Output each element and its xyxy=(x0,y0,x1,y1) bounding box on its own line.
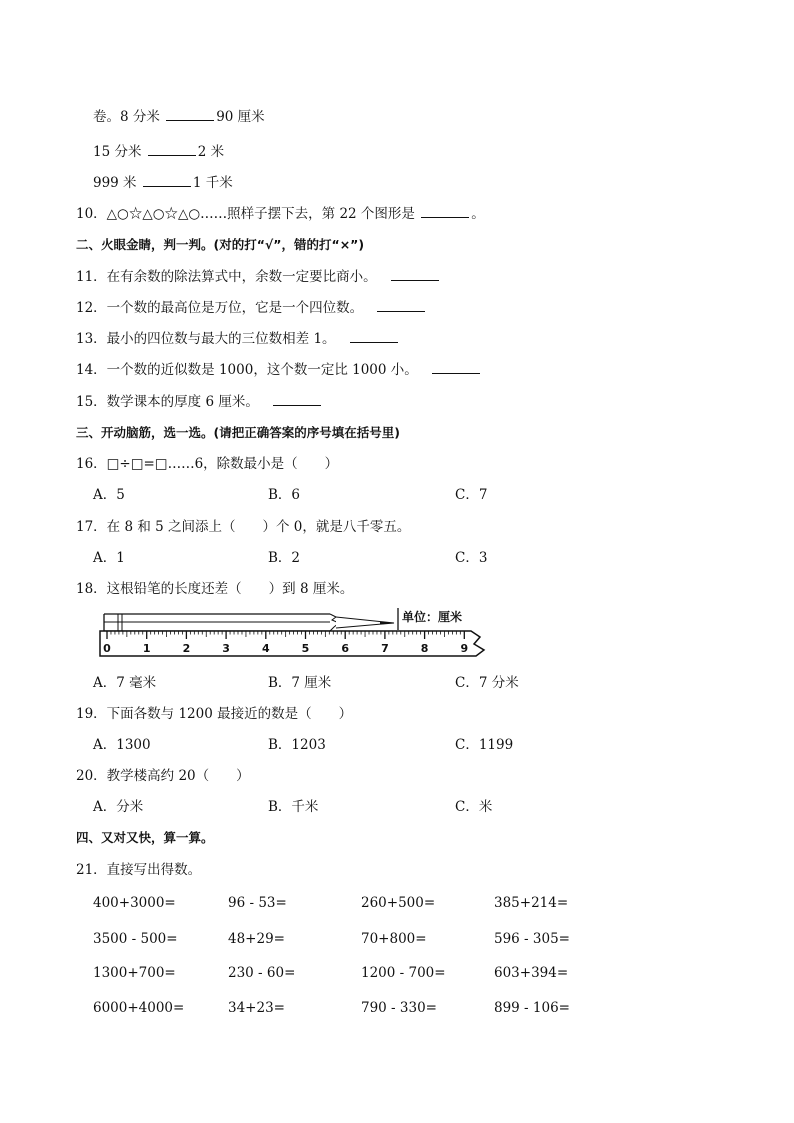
pencil xyxy=(104,614,394,631)
option-c[interactable]: C．7 xyxy=(455,487,488,503)
question-13 xyxy=(76,330,400,348)
q9-line-2 xyxy=(93,143,224,161)
answer-blank[interactable] xyxy=(166,108,214,121)
ruler-tick-label: 9 xyxy=(460,642,469,655)
answer-blank[interactable] xyxy=(273,393,321,406)
option-a[interactable]: A．1300 xyxy=(93,737,151,753)
ruler-tick-label: 6 xyxy=(341,642,350,655)
q9-line3-suffix: 1 千米 xyxy=(192,175,233,191)
option-c[interactable]: C．3 xyxy=(455,550,488,566)
option-a[interactable]: A．分米 xyxy=(93,799,144,815)
question-14 xyxy=(76,361,482,379)
question-10 xyxy=(76,205,485,223)
q9-line2-prefix: 15 分米 xyxy=(93,144,142,160)
q9-line-1 xyxy=(93,108,265,126)
q9-line1-suffix: 90 厘米 xyxy=(216,109,265,125)
calc-item: 70+800= xyxy=(361,931,427,947)
question-text: 12．一个数的最高位是万位，它是一个四位数。 xyxy=(76,300,364,316)
calc-item: 230 - 60= xyxy=(228,965,296,981)
q9-line1-prefix: 卷。8 分米 xyxy=(93,109,160,125)
answer-blank[interactable] xyxy=(143,174,191,187)
calc-item: 899 - 106= xyxy=(494,1000,570,1016)
answer-blank[interactable] xyxy=(350,330,398,343)
ruler-unit-label: 单位：厘米 xyxy=(402,610,463,624)
ruler-pencil-figure xyxy=(96,604,496,664)
calc-item: 400+3000= xyxy=(93,895,176,911)
ruler-tick-label: 1 xyxy=(142,642,151,655)
question-20: 20．教学楼高约 20（ ） xyxy=(76,768,250,784)
q9-line2-suffix: 2 米 xyxy=(197,144,225,160)
calc-item: 603+394= xyxy=(494,965,569,981)
question-16: 16．□÷□=□……6，除数最小是（ ） xyxy=(76,456,339,472)
ruler-tick-label: 2 xyxy=(182,642,191,655)
option-b[interactable]: B．7 厘米 xyxy=(268,675,332,691)
question-text: 11．在有余数的除法算式中，余数一定要比商小。 xyxy=(76,269,377,285)
ruler-tick-label: 4 xyxy=(261,642,270,655)
question-17: 17．在 8 和 5 之间添上（ ）个 0，就是八千零五。 xyxy=(76,519,411,535)
question-19: 19．下面各数与 1200 最接近的数是（ ） xyxy=(76,706,353,722)
question-11 xyxy=(76,268,441,286)
question-text: 10．△○☆△○☆△○……照样子摆下去，第 22 个图形是 xyxy=(76,206,415,222)
ruler-tick-label: 8 xyxy=(420,642,429,655)
option-b[interactable]: B．千米 xyxy=(268,799,319,815)
calc-item: 34+23= xyxy=(228,1000,285,1016)
option-a[interactable]: A．5 xyxy=(93,487,125,503)
option-c[interactable]: C．7 分米 xyxy=(455,675,519,691)
option-a[interactable]: A．1 xyxy=(93,550,125,566)
calc-item: 596 - 305= xyxy=(494,931,570,947)
option-b[interactable]: B．2 xyxy=(268,550,301,566)
section-2-title: 二、火眼金睛，判一判。(对的打“√”，错的打“×”) xyxy=(76,237,365,252)
q9-line3-prefix: 999 米 xyxy=(93,175,137,191)
calc-item: 1300+700= xyxy=(93,965,176,981)
q9-line-3 xyxy=(93,174,233,192)
calc-item: 3500 - 500= xyxy=(93,931,178,947)
option-b[interactable]: B．6 xyxy=(268,487,301,503)
question-15 xyxy=(76,393,323,411)
question-text: 13．最小的四位数与最大的三位数相差 1。 xyxy=(76,331,336,347)
ruler-tick-label: 0 xyxy=(103,642,111,655)
answer-blank[interactable] xyxy=(432,361,480,374)
calc-item: 790 - 330= xyxy=(361,1000,437,1016)
answer-blank[interactable] xyxy=(391,268,439,281)
question-18: 18．这根铅笔的长度还差（ ）到 8 厘米。 xyxy=(76,581,354,597)
calc-item: 96 - 53= xyxy=(228,895,287,911)
ruler-tick-label: 7 xyxy=(381,642,389,655)
question-text: 14．一个数的近似数是 1000，这个数一定比 1000 小。 xyxy=(76,362,418,378)
option-c[interactable]: C．1199 xyxy=(455,737,514,753)
question-12 xyxy=(76,299,427,317)
question-text: 15．数学课本的厚度 6 厘米。 xyxy=(76,394,259,410)
answer-blank[interactable] xyxy=(148,143,196,156)
option-a[interactable]: A．7 毫米 xyxy=(93,675,157,691)
section-4-title: 四、又对又快，算一算。 xyxy=(76,830,214,845)
calc-item: 260+500= xyxy=(361,895,436,911)
answer-blank[interactable] xyxy=(377,299,425,312)
calc-item: 6000+4000= xyxy=(93,1000,185,1016)
question-end: 。 xyxy=(471,206,485,222)
calc-item: 48+29= xyxy=(228,931,285,947)
ruler-tick-label: 3 xyxy=(222,642,230,655)
answer-blank[interactable] xyxy=(421,205,469,218)
ruler-tick-label: 5 xyxy=(301,642,310,655)
option-c[interactable]: C．米 xyxy=(455,799,493,815)
question-21: 21．直接写出得数。 xyxy=(76,862,202,878)
option-b[interactable]: B．1203 xyxy=(268,737,326,753)
section-3-title: 三、开动脑筋，选一选。(请把正确答案的序号填在括号里) xyxy=(76,425,400,440)
calc-item: 385+214= xyxy=(494,895,569,911)
calc-item: 1200 - 700= xyxy=(361,965,446,981)
